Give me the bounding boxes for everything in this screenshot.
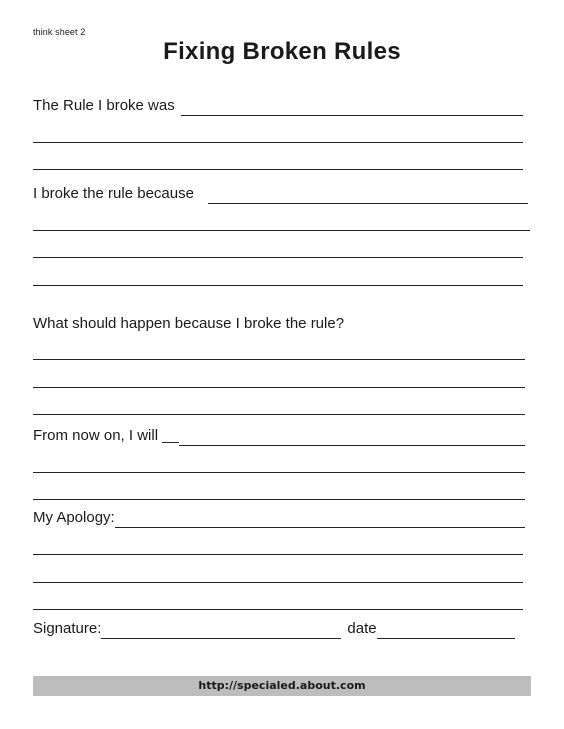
- rule-broke-label: The Rule I broke was: [33, 97, 175, 114]
- answer-line[interactable]: [33, 499, 525, 500]
- from-now-on-row: [33, 426, 525, 446]
- answer-line[interactable]: [33, 387, 525, 388]
- answer-line[interactable]: [33, 230, 530, 231]
- signature-row: [33, 619, 515, 639]
- answer-line[interactable]: [33, 554, 523, 555]
- answer-line[interactable]: [33, 582, 523, 583]
- answer-line[interactable]: [33, 285, 523, 286]
- signature-label: Signature:: [33, 620, 102, 637]
- answer-line[interactable]: [33, 257, 523, 258]
- because-field[interactable]: [208, 183, 528, 204]
- answer-line[interactable]: [33, 359, 525, 360]
- from-now-on-field[interactable]: [179, 425, 525, 446]
- because-row: [33, 184, 528, 204]
- rule-broke-row: [33, 96, 523, 116]
- date-label: date: [347, 620, 377, 637]
- answer-line[interactable]: [33, 169, 523, 170]
- apology-field[interactable]: [115, 507, 525, 528]
- answer-line[interactable]: [33, 142, 523, 143]
- answer-line[interactable]: [33, 414, 525, 415]
- because-label: I broke the rule because: [33, 185, 194, 202]
- signature-field[interactable]: [101, 618, 341, 639]
- page-title: Fixing Broken Rules: [163, 38, 401, 65]
- answer-line[interactable]: [33, 609, 523, 610]
- date-field[interactable]: [377, 618, 515, 639]
- footer-url-bar: [33, 676, 531, 696]
- sheet-tag: think sheet 2: [33, 27, 86, 37]
- footer-url[interactable]: http://specialed.about.com: [198, 679, 366, 692]
- should-happen-row: [33, 314, 523, 334]
- apology-row: [33, 508, 525, 528]
- answer-line[interactable]: [33, 472, 525, 473]
- rule-broke-field[interactable]: [181, 95, 523, 116]
- from-now-on-label: From now on, I will __: [33, 427, 179, 444]
- apology-label: My Apology:: [33, 509, 115, 526]
- should-happen-label: What should happen because I broke the rule?: [33, 315, 345, 332]
